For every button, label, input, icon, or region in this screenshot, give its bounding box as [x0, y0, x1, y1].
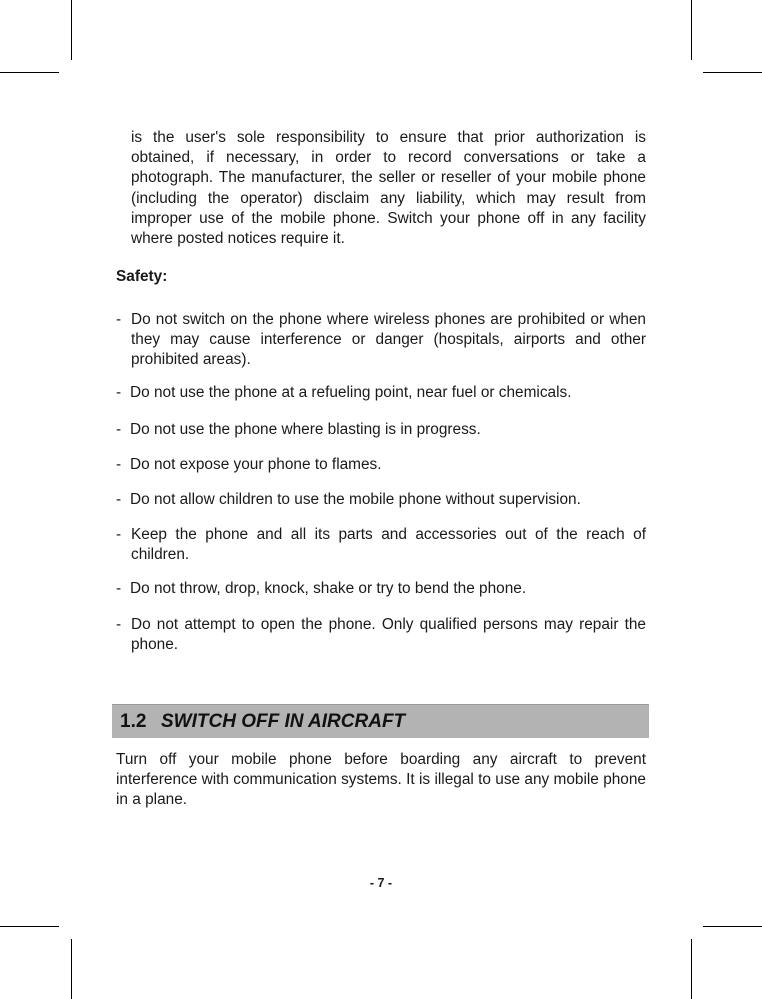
- safety-item-text: Do not throw, drop, knock, shake or try to bend the phone.: [130, 580, 527, 597]
- bullet-dash: -: [116, 580, 122, 597]
- safety-item: [113, 310, 646, 371]
- crop-mark-top-right-horizontal: [703, 72, 762, 73]
- bullet-dash: -: [116, 421, 122, 438]
- crop-mark-top-left-horizontal: [0, 72, 59, 73]
- safety-item-text: Do not expose your phone to flames.: [130, 456, 382, 473]
- safety-heading: Safety:: [116, 268, 168, 285]
- page-number: - 7 -: [369, 876, 393, 890]
- safety-item: [113, 615, 646, 655]
- bullet-dash: -: [116, 526, 122, 543]
- section-body-paragraph: Turn off your mobile phone before boarding any aircraft to prevent interference with communication systems. It is illegal to use any mobile phone in a plane.: [116, 751, 646, 809]
- section-number: 1.2: [120, 711, 147, 732]
- safety-item-text: Do not switch on the phone where wireless phones are prohibited or when they may cause interference or danger (hospitals, airports and other prohibited areas).: [131, 311, 646, 369]
- crop-mark-bottom-left-horizontal: [0, 926, 59, 927]
- bullet-dash: -: [116, 311, 122, 328]
- crop-mark-top-left-vertical: [71, 0, 72, 60]
- safety-item: [113, 490, 646, 510]
- crop-mark-top-right-vertical: [691, 0, 692, 60]
- safety-item: [113, 383, 646, 403]
- bullet-dash: -: [116, 616, 122, 633]
- safety-item-text: Keep the phone and all its parts and accessories out of the reach of children.: [131, 526, 646, 564]
- section-title: SWITCH OFF IN AIRCRAFT: [161, 711, 406, 732]
- safety-item-text: Do not use the phone where blasting is in progress.: [130, 421, 481, 438]
- safety-item-text: Do not use the phone at a refueling point, near fuel or chemicals.: [130, 384, 572, 401]
- crop-mark-bottom-left-vertical: [71, 939, 72, 999]
- crop-mark-bottom-right-vertical: [691, 939, 692, 999]
- section-heading-bar: [112, 704, 649, 738]
- safety-item: [113, 420, 646, 440]
- crop-mark-bottom-right-horizontal: [703, 926, 762, 927]
- safety-item-text: Do not attempt to open the phone. Only qualified persons may repair the phone.: [131, 616, 646, 654]
- bullet-dash: -: [116, 456, 122, 473]
- bullet-dash: -: [116, 384, 122, 401]
- safety-item: [113, 455, 646, 475]
- safety-item-text: Do not allow children to use the mobile phone without supervision.: [130, 491, 581, 508]
- bullet-dash: -: [116, 491, 122, 508]
- safety-item: [113, 579, 646, 599]
- intro-paragraph: is the user's sole responsibility to ensure that prior authorization is obtained, if necessary, in order to record conversations or take a photograph. The manufacturer, the seller or reseller of your mobile phone (including the operator) disclaim any liability, which may result from improper use of the mobile phone. Switch your phone off in any facility where posted notices require it.: [131, 129, 646, 248]
- safety-item: [113, 525, 646, 565]
